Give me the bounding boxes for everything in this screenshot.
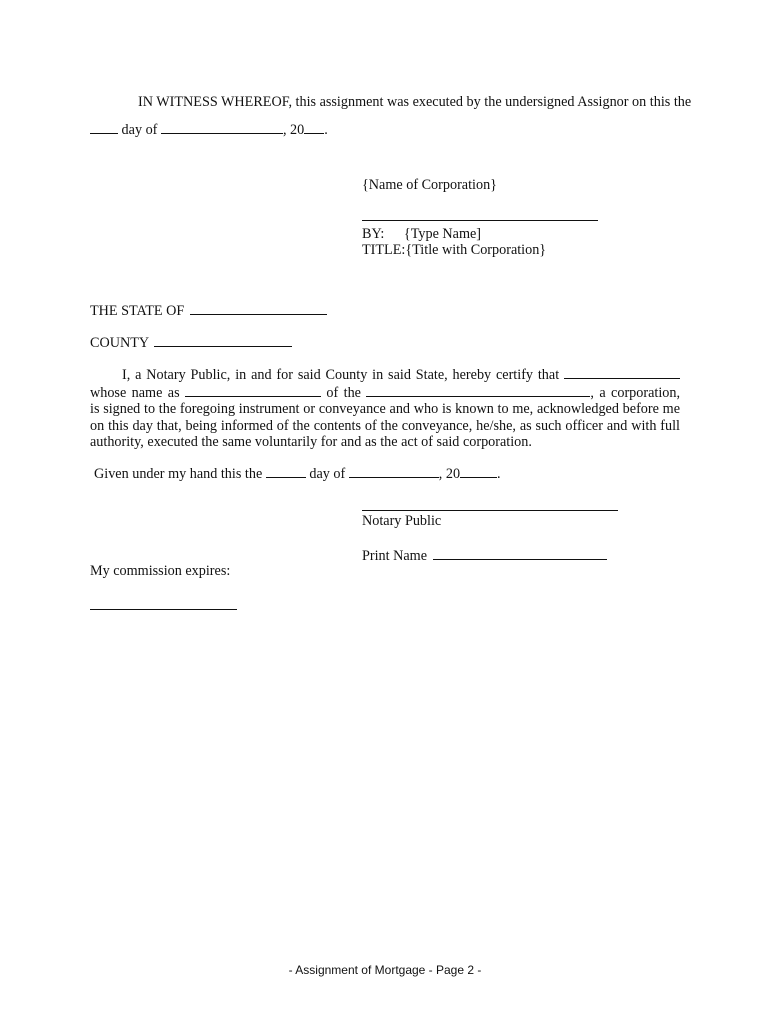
notary-public-label: Notary Public bbox=[362, 513, 442, 529]
given-month-blank[interactable] bbox=[349, 465, 439, 478]
state-blank[interactable] bbox=[190, 302, 327, 315]
title-line: TITLE:{Title with Corporation} bbox=[362, 242, 547, 258]
witness-month-blank[interactable] bbox=[161, 121, 283, 134]
witness-day-of-label: day of bbox=[121, 122, 158, 138]
corporation-name: {Name of Corporation} bbox=[362, 177, 497, 193]
notary-certify-text: I, a Notary Public, in and for said County in said State, hereby certify that bbox=[122, 367, 560, 383]
notary-body-text: is signed to the foregoing instrument or conveyance and who is known to me, acknowledged before me on this day that, being informed of the contents of the conveyance, he/she, as such officer and with full authority, executed the same voluntarily for and as the act of said corporation. bbox=[90, 401, 680, 451]
given-period: . bbox=[497, 466, 501, 482]
county-line bbox=[90, 334, 292, 350]
given-line bbox=[94, 465, 501, 481]
county-blank[interactable] bbox=[154, 334, 292, 347]
a-corporation-label: , a corporation, bbox=[590, 384, 680, 401]
by-line bbox=[362, 227, 481, 241]
print-name-blank[interactable] bbox=[433, 547, 607, 560]
print-name-label: Print Name bbox=[362, 548, 428, 564]
notary-paragraph bbox=[90, 366, 680, 451]
type-name: {Type Name] bbox=[403, 226, 482, 242]
given-text: Given under my hand this the bbox=[94, 466, 263, 482]
commission-expiry-line[interactable] bbox=[90, 609, 237, 610]
given-day-blank[interactable] bbox=[266, 465, 306, 478]
state-line bbox=[90, 302, 327, 318]
print-name-line bbox=[362, 547, 607, 563]
witness-date-line bbox=[90, 121, 328, 137]
given-year-prefix: , 20 bbox=[438, 466, 461, 482]
witness-year-prefix: , 20 bbox=[282, 122, 305, 138]
page-footer: - Assignment of Mortgage - Page 2 - bbox=[288, 963, 482, 977]
witness-year-blank[interactable] bbox=[304, 121, 324, 134]
corporation-signature-line[interactable] bbox=[362, 220, 598, 221]
witness-day-blank[interactable] bbox=[90, 121, 118, 134]
given-day-of-label: day of bbox=[309, 466, 346, 482]
county-label: COUNTY bbox=[90, 335, 149, 351]
commission-label: My commission expires: bbox=[90, 563, 231, 579]
notary-signature-line[interactable] bbox=[362, 510, 618, 511]
witness-period: . bbox=[324, 122, 328, 138]
state-label: THE STATE OF bbox=[90, 303, 185, 319]
whose-name-as-label: whose name as bbox=[90, 384, 180, 401]
of-the-label: of the bbox=[326, 384, 361, 401]
given-year-blank[interactable] bbox=[460, 465, 497, 478]
officer-title-blank[interactable] bbox=[185, 384, 321, 397]
by-label: BY: bbox=[362, 226, 385, 242]
witness-text: IN WITNESS WHEREOF, this assignment was executed by the undersigned Assignor on this the bbox=[138, 94, 692, 110]
notary-person-blank[interactable] bbox=[564, 366, 680, 379]
witness-sentence bbox=[138, 95, 691, 109]
corporation-blank[interactable] bbox=[366, 384, 590, 397]
